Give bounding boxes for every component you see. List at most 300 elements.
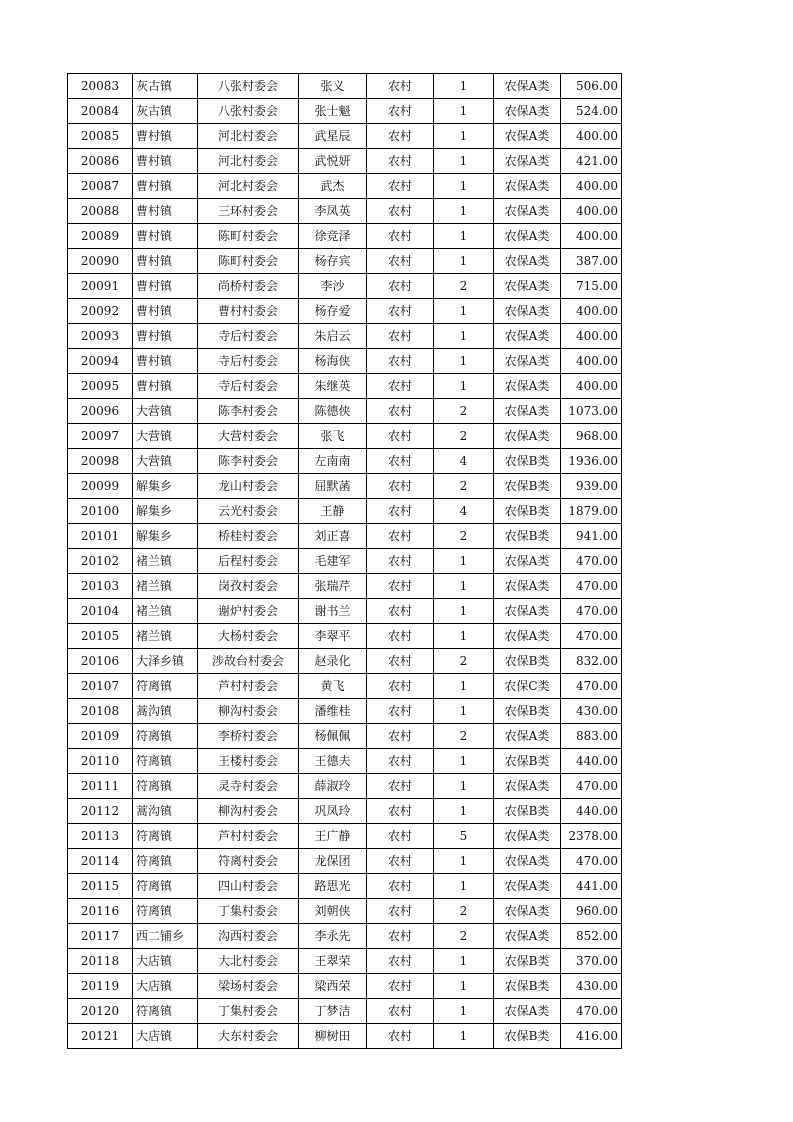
amount-cell: 400.00	[561, 224, 622, 249]
insurance-category-cell: 农保B类	[494, 474, 561, 499]
village-committee-cell: 柳沟村委会	[198, 799, 299, 824]
town-cell: 符离镇	[133, 899, 198, 924]
household-count-cell: 1	[434, 624, 494, 649]
person-name-cell: 陈德侠	[299, 399, 367, 424]
person-name-cell: 张义	[299, 74, 367, 99]
table-row	[68, 874, 622, 899]
record-id-cell: 20087	[68, 174, 133, 199]
household-count-cell: 2	[434, 274, 494, 299]
amount-cell: 506.00	[561, 74, 622, 99]
amount-cell: 470.00	[561, 849, 622, 874]
area-type-cell: 农村	[367, 349, 434, 374]
village-committee-cell: 河北村委会	[198, 174, 299, 199]
town-cell: 褚兰镇	[133, 624, 198, 649]
town-cell: 曹村镇	[133, 274, 198, 299]
household-count-cell: 2	[434, 899, 494, 924]
town-cell: 大营镇	[133, 449, 198, 474]
household-count-cell: 4	[434, 449, 494, 474]
town-cell: 灰古镇	[133, 74, 198, 99]
person-name-cell: 王静	[299, 499, 367, 524]
household-count-cell: 1	[434, 374, 494, 399]
town-cell: 曹村镇	[133, 174, 198, 199]
amount-cell: 400.00	[561, 349, 622, 374]
record-id-cell: 20094	[68, 349, 133, 374]
amount-cell: 400.00	[561, 324, 622, 349]
insurance-category-cell: 农保A类	[494, 924, 561, 949]
person-name-cell: 张士魁	[299, 99, 367, 124]
person-name-cell: 武杰	[299, 174, 367, 199]
person-name-cell: 徐竞泽	[299, 224, 367, 249]
insurance-category-cell: 农保A类	[494, 549, 561, 574]
insurance-category-cell: 农保B类	[494, 449, 561, 474]
amount-cell: 470.00	[561, 624, 622, 649]
record-id-cell: 20085	[68, 124, 133, 149]
village-committee-cell: 符离村委会	[198, 849, 299, 874]
insurance-category-cell: 农保B类	[494, 649, 561, 674]
area-type-cell: 农村	[367, 699, 434, 724]
village-committee-cell: 四山村委会	[198, 874, 299, 899]
person-name-cell: 毛建军	[299, 549, 367, 574]
village-committee-cell: 陈李村委会	[198, 399, 299, 424]
record-id-cell: 20102	[68, 549, 133, 574]
person-name-cell: 路思光	[299, 874, 367, 899]
area-type-cell: 农村	[367, 1024, 434, 1049]
area-type-cell: 农村	[367, 824, 434, 849]
town-cell: 解集乡	[133, 474, 198, 499]
amount-cell: 400.00	[561, 374, 622, 399]
table-row	[68, 349, 622, 374]
insurance-category-cell: 农保A类	[494, 599, 561, 624]
village-committee-cell: 谢炉村委会	[198, 599, 299, 624]
town-cell: 符离镇	[133, 674, 198, 699]
village-committee-cell: 大北村委会	[198, 949, 299, 974]
person-name-cell: 朱继英	[299, 374, 367, 399]
person-name-cell: 黄飞	[299, 674, 367, 699]
table-row	[68, 674, 622, 699]
amount-cell: 2378.00	[561, 824, 622, 849]
table-row	[68, 249, 622, 274]
insurance-category-cell: 农保B类	[494, 524, 561, 549]
insurance-category-cell: 农保A类	[494, 824, 561, 849]
household-count-cell: 1	[434, 549, 494, 574]
area-type-cell: 农村	[367, 324, 434, 349]
insurance-category-cell: 农保A类	[494, 624, 561, 649]
village-committee-cell: 芦村村委会	[198, 824, 299, 849]
record-id-cell: 20121	[68, 1024, 133, 1049]
household-count-cell: 1	[434, 949, 494, 974]
table-row	[68, 974, 622, 999]
person-name-cell: 王广静	[299, 824, 367, 849]
person-name-cell: 屈默菡	[299, 474, 367, 499]
amount-cell: 440.00	[561, 799, 622, 824]
area-type-cell: 农村	[367, 874, 434, 899]
insurance-category-cell: 农保C类	[494, 674, 561, 699]
table-row	[68, 574, 622, 599]
village-committee-cell: 岗孜村委会	[198, 574, 299, 599]
table-row	[68, 149, 622, 174]
table-row	[68, 499, 622, 524]
household-count-cell: 2	[434, 924, 494, 949]
household-count-cell: 5	[434, 824, 494, 849]
amount-cell: 430.00	[561, 974, 622, 999]
record-id-cell: 20108	[68, 699, 133, 724]
record-id-cell: 20088	[68, 199, 133, 224]
record-id-cell: 20119	[68, 974, 133, 999]
insurance-category-cell: 农保A类	[494, 874, 561, 899]
table-row	[68, 774, 622, 799]
town-cell: 大营镇	[133, 424, 198, 449]
household-count-cell: 1	[434, 699, 494, 724]
amount-cell: 939.00	[561, 474, 622, 499]
town-cell: 大店镇	[133, 949, 198, 974]
insurance-category-cell: 农保A类	[494, 724, 561, 749]
town-cell: 曹村镇	[133, 199, 198, 224]
household-count-cell: 2	[434, 524, 494, 549]
household-count-cell: 1	[434, 149, 494, 174]
person-name-cell: 梁西荣	[299, 974, 367, 999]
area-type-cell: 农村	[367, 449, 434, 474]
table-row	[68, 899, 622, 924]
village-committee-cell: 河北村委会	[198, 124, 299, 149]
amount-cell: 1073.00	[561, 399, 622, 424]
amount-cell: 852.00	[561, 924, 622, 949]
insurance-category-cell: 农保A类	[494, 224, 561, 249]
area-type-cell: 农村	[367, 199, 434, 224]
household-count-cell: 1	[434, 174, 494, 199]
person-name-cell: 王德夫	[299, 749, 367, 774]
insurance-category-cell: 农保A类	[494, 849, 561, 874]
town-cell: 曹村镇	[133, 349, 198, 374]
household-count-cell: 1	[434, 599, 494, 624]
area-type-cell: 农村	[367, 474, 434, 499]
area-type-cell: 农村	[367, 174, 434, 199]
record-id-cell: 20100	[68, 499, 133, 524]
amount-cell: 470.00	[561, 599, 622, 624]
area-type-cell: 农村	[367, 499, 434, 524]
table-row	[68, 449, 622, 474]
area-type-cell: 农村	[367, 149, 434, 174]
insurance-category-cell: 农保A类	[494, 174, 561, 199]
table-row	[68, 174, 622, 199]
table-row	[68, 599, 622, 624]
table-row	[68, 74, 622, 99]
record-id-cell: 20091	[68, 274, 133, 299]
table-row	[68, 624, 622, 649]
record-id-cell: 20112	[68, 799, 133, 824]
area-type-cell: 农村	[367, 624, 434, 649]
record-id-cell: 20117	[68, 924, 133, 949]
record-id-cell: 20111	[68, 774, 133, 799]
table-row	[68, 699, 622, 724]
record-id-cell: 20092	[68, 299, 133, 324]
area-type-cell: 农村	[367, 374, 434, 399]
record-id-cell: 20099	[68, 474, 133, 499]
record-id-cell: 20106	[68, 649, 133, 674]
area-type-cell: 农村	[367, 949, 434, 974]
amount-cell: 441.00	[561, 874, 622, 899]
person-name-cell: 龙保团	[299, 849, 367, 874]
record-id-cell: 20104	[68, 599, 133, 624]
amount-cell: 400.00	[561, 124, 622, 149]
record-id-cell: 20095	[68, 374, 133, 399]
household-count-cell: 1	[434, 774, 494, 799]
person-name-cell: 柳树田	[299, 1024, 367, 1049]
household-count-cell: 1	[434, 574, 494, 599]
village-committee-cell: 柳沟村委会	[198, 699, 299, 724]
household-count-cell: 1	[434, 349, 494, 374]
town-cell: 曹村镇	[133, 149, 198, 174]
amount-cell: 960.00	[561, 899, 622, 924]
amount-cell: 941.00	[561, 524, 622, 549]
town-cell: 符离镇	[133, 774, 198, 799]
household-count-cell: 1	[434, 874, 494, 899]
record-id-cell: 20089	[68, 224, 133, 249]
village-committee-cell: 芦村村委会	[198, 674, 299, 699]
household-count-cell: 1	[434, 224, 494, 249]
amount-cell: 524.00	[561, 99, 622, 124]
area-type-cell: 农村	[367, 74, 434, 99]
town-cell: 大店镇	[133, 1024, 198, 1049]
town-cell: 西二铺乡	[133, 924, 198, 949]
household-count-cell: 1	[434, 249, 494, 274]
insurance-category-cell: 农保A类	[494, 574, 561, 599]
area-type-cell: 农村	[367, 674, 434, 699]
village-committee-cell: 桥桂村委会	[198, 524, 299, 549]
village-committee-cell: 河北村委会	[198, 149, 299, 174]
town-cell: 蒿沟镇	[133, 799, 198, 824]
record-id-cell: 20096	[68, 399, 133, 424]
person-name-cell: 左南南	[299, 449, 367, 474]
household-count-cell: 2	[434, 724, 494, 749]
insurance-category-cell: 农保B类	[494, 949, 561, 974]
town-cell: 符离镇	[133, 849, 198, 874]
household-count-cell: 2	[434, 399, 494, 424]
village-committee-cell: 沟西村委会	[198, 924, 299, 949]
household-count-cell: 1	[434, 849, 494, 874]
village-committee-cell: 李桥村委会	[198, 724, 299, 749]
area-type-cell: 农村	[367, 974, 434, 999]
record-id-cell: 20090	[68, 249, 133, 274]
insurance-category-cell: 农保B类	[494, 799, 561, 824]
amount-cell: 421.00	[561, 149, 622, 174]
record-id-cell: 20093	[68, 324, 133, 349]
record-id-cell: 20109	[68, 724, 133, 749]
table-row	[68, 924, 622, 949]
table-row	[68, 99, 622, 124]
record-id-cell: 20120	[68, 999, 133, 1024]
area-type-cell: 农村	[367, 724, 434, 749]
town-cell: 符离镇	[133, 749, 198, 774]
town-cell: 符离镇	[133, 999, 198, 1024]
household-count-cell: 1	[434, 799, 494, 824]
insurance-category-cell: 农保A类	[494, 399, 561, 424]
amount-cell: 400.00	[561, 299, 622, 324]
village-committee-cell: 丁集村委会	[198, 999, 299, 1024]
insurance-category-cell: 农保B类	[494, 1024, 561, 1049]
insurance-category-cell: 农保A类	[494, 249, 561, 274]
amount-cell: 715.00	[561, 274, 622, 299]
table-row	[68, 124, 622, 149]
records-table	[67, 73, 622, 1049]
amount-cell: 470.00	[561, 549, 622, 574]
amount-cell: 430.00	[561, 699, 622, 724]
record-id-cell: 20118	[68, 949, 133, 974]
village-committee-cell: 寺后村委会	[198, 324, 299, 349]
area-type-cell: 农村	[367, 749, 434, 774]
town-cell: 曹村镇	[133, 324, 198, 349]
record-id-cell: 20097	[68, 424, 133, 449]
town-cell: 大营镇	[133, 399, 198, 424]
amount-cell: 470.00	[561, 674, 622, 699]
area-type-cell: 农村	[367, 424, 434, 449]
household-count-cell: 1	[434, 749, 494, 774]
village-committee-cell: 大营村委会	[198, 424, 299, 449]
village-committee-cell: 陈町村委会	[198, 249, 299, 274]
town-cell: 褚兰镇	[133, 574, 198, 599]
table-row	[68, 324, 622, 349]
person-name-cell: 赵录化	[299, 649, 367, 674]
area-type-cell: 农村	[367, 574, 434, 599]
person-name-cell: 朱启云	[299, 324, 367, 349]
household-count-cell: 1	[434, 99, 494, 124]
table-row	[68, 424, 622, 449]
table-row	[68, 299, 622, 324]
household-count-cell: 1	[434, 999, 494, 1024]
table-row	[68, 1024, 622, 1049]
person-name-cell: 李沙	[299, 274, 367, 299]
household-count-cell: 1	[434, 199, 494, 224]
insurance-category-cell: 农保A类	[494, 99, 561, 124]
household-count-cell: 1	[434, 674, 494, 699]
person-name-cell: 李翠平	[299, 624, 367, 649]
insurance-category-cell: 农保A类	[494, 274, 561, 299]
insurance-category-cell: 农保B类	[494, 499, 561, 524]
area-type-cell: 农村	[367, 599, 434, 624]
village-committee-cell: 陈町村委会	[198, 224, 299, 249]
village-committee-cell: 大杨村委会	[198, 624, 299, 649]
town-cell: 曹村镇	[133, 124, 198, 149]
village-committee-cell: 大东村委会	[198, 1024, 299, 1049]
household-count-cell: 1	[434, 1024, 494, 1049]
person-name-cell: 薛淑玲	[299, 774, 367, 799]
amount-cell: 832.00	[561, 649, 622, 674]
village-committee-cell: 王楼村委会	[198, 749, 299, 774]
village-committee-cell: 梁场村委会	[198, 974, 299, 999]
area-type-cell: 农村	[367, 799, 434, 824]
table-row	[68, 549, 622, 574]
person-name-cell: 杨存宾	[299, 249, 367, 274]
town-cell: 灰古镇	[133, 99, 198, 124]
insurance-category-cell: 农保A类	[494, 124, 561, 149]
town-cell: 符离镇	[133, 874, 198, 899]
insurance-category-cell: 农保A类	[494, 349, 561, 374]
town-cell: 褚兰镇	[133, 549, 198, 574]
table-row	[68, 999, 622, 1024]
amount-cell: 400.00	[561, 174, 622, 199]
village-committee-cell: 陈李村委会	[198, 449, 299, 474]
area-type-cell: 农村	[367, 849, 434, 874]
town-cell: 符离镇	[133, 824, 198, 849]
town-cell: 曹村镇	[133, 224, 198, 249]
town-cell: 符离镇	[133, 724, 198, 749]
record-id-cell: 20116	[68, 899, 133, 924]
table-row	[68, 474, 622, 499]
table-row	[68, 799, 622, 824]
record-id-cell: 20105	[68, 624, 133, 649]
household-count-cell: 1	[434, 74, 494, 99]
area-type-cell: 农村	[367, 649, 434, 674]
insurance-category-cell: 农保B类	[494, 699, 561, 724]
table-row	[68, 524, 622, 549]
village-committee-cell: 八张村委会	[198, 74, 299, 99]
village-committee-cell: 曹村村委会	[198, 299, 299, 324]
village-committee-cell: 丁集村委会	[198, 899, 299, 924]
person-name-cell: 王翠荣	[299, 949, 367, 974]
insurance-category-cell: 农保A类	[494, 299, 561, 324]
area-type-cell: 农村	[367, 524, 434, 549]
village-committee-cell: 云光村委会	[198, 499, 299, 524]
table-row	[68, 949, 622, 974]
area-type-cell: 农村	[367, 899, 434, 924]
town-cell: 大店镇	[133, 974, 198, 999]
insurance-category-cell: 农保A类	[494, 199, 561, 224]
person-name-cell: 巩凤玲	[299, 799, 367, 824]
amount-cell: 883.00	[561, 724, 622, 749]
village-committee-cell: 三环村委会	[198, 199, 299, 224]
insurance-category-cell: 农保A类	[494, 774, 561, 799]
amount-cell: 1936.00	[561, 449, 622, 474]
town-cell: 解集乡	[133, 524, 198, 549]
village-committee-cell: 寺后村委会	[198, 349, 299, 374]
town-cell: 曹村镇	[133, 299, 198, 324]
table-row	[68, 199, 622, 224]
amount-cell: 416.00	[561, 1024, 622, 1049]
table-row	[68, 849, 622, 874]
amount-cell: 470.00	[561, 774, 622, 799]
person-name-cell: 刘朝侠	[299, 899, 367, 924]
area-type-cell: 农村	[367, 399, 434, 424]
village-committee-cell: 寺后村委会	[198, 374, 299, 399]
person-name-cell: 张瑞芹	[299, 574, 367, 599]
record-id-cell: 20110	[68, 749, 133, 774]
village-committee-cell: 后程村委会	[198, 549, 299, 574]
village-committee-cell: 尚桥村委会	[198, 274, 299, 299]
village-committee-cell: 八张村委会	[198, 99, 299, 124]
insurance-category-cell: 农保A类	[494, 999, 561, 1024]
person-name-cell: 李凤英	[299, 199, 367, 224]
table-row	[68, 274, 622, 299]
insurance-category-cell: 农保A类	[494, 374, 561, 399]
person-name-cell: 杨海侠	[299, 349, 367, 374]
insurance-category-cell: 农保A类	[494, 424, 561, 449]
area-type-cell: 农村	[367, 249, 434, 274]
person-name-cell: 丁梦洁	[299, 999, 367, 1024]
records-table-body	[68, 74, 622, 1049]
area-type-cell: 农村	[367, 299, 434, 324]
person-name-cell: 杨佩佩	[299, 724, 367, 749]
person-name-cell: 张飞	[299, 424, 367, 449]
insurance-category-cell: 农保A类	[494, 899, 561, 924]
table-row	[68, 749, 622, 774]
record-id-cell: 20098	[68, 449, 133, 474]
area-type-cell: 农村	[367, 274, 434, 299]
town-cell: 蒿沟镇	[133, 699, 198, 724]
person-name-cell: 李永先	[299, 924, 367, 949]
area-type-cell: 农村	[367, 774, 434, 799]
record-id-cell: 20083	[68, 74, 133, 99]
table-row	[68, 399, 622, 424]
village-committee-cell: 灵寺村委会	[198, 774, 299, 799]
